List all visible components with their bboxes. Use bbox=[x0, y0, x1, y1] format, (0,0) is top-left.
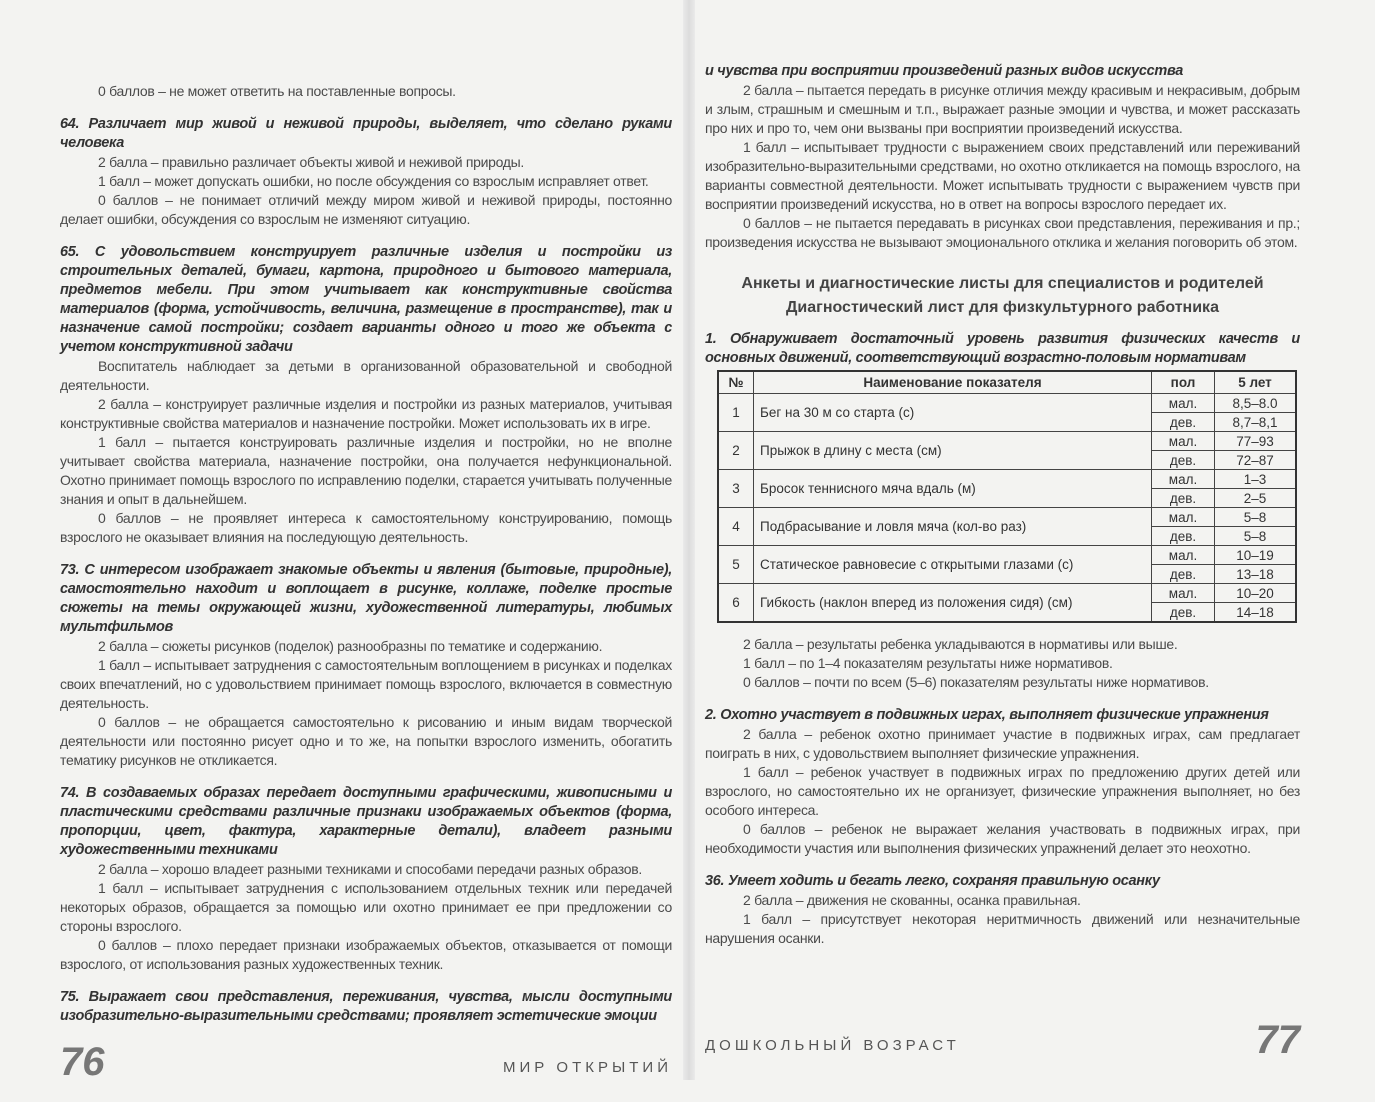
score-paragraph: 0 баллов – почти по всем (5–6) показателям результаты ниже нормативов. bbox=[743, 674, 1209, 690]
sex-label: дев. bbox=[1152, 413, 1215, 432]
sex-label: мал. bbox=[1152, 508, 1215, 527]
norm-value: 8,5–8.0 bbox=[1215, 394, 1297, 413]
indicator-name: Прыжок в длину с места (см) bbox=[754, 432, 1152, 470]
row-number: 3 bbox=[718, 470, 754, 508]
row-number: 1 bbox=[718, 394, 754, 432]
norm-value: 5–8 bbox=[1215, 508, 1297, 527]
sex-label: дев. bbox=[1152, 451, 1215, 470]
sex-label: мал. bbox=[1152, 394, 1215, 413]
score-paragraph: 1 балл – пытается конструировать различные изделия и постройки, но не вполне учитывает свойства материала, назначение постройки, она получается нефункциональной. Охотно принимает помощь взрослого по исправлению поделки, старается учитывать полученные знания и опыт в дальнейшем. bbox=[60, 434, 672, 507]
page-number: 77 bbox=[1255, 1018, 1300, 1062]
criterion-heading: 2. Охотно участвует в подвижных играх, выполняет физические упражнения bbox=[705, 707, 1269, 723]
indicator-name: Подбрасывание и ловля мяча (кол-во раз) bbox=[754, 508, 1152, 546]
section-title: Анкеты и диагностические листы для специалистов и родителей bbox=[741, 275, 1264, 292]
criterion-block bbox=[705, 706, 1300, 858]
criterion-heading: 65. С удовольствием конструирует различные изделия и постройки из строительных деталей, бумаги, картона, природного и бытового материала, предметов мебели. При этом учитывает как конструктивные свойства материалов (форма, устойчивость, величина, размещение в пространстве), так и назначение самой постройки; создает варианты одного и того же объекта с учетом конструктивной задачи bbox=[60, 244, 672, 355]
norm-value: 77–93 bbox=[1215, 432, 1297, 451]
criterion-block bbox=[60, 988, 672, 1026]
table-row bbox=[718, 508, 1296, 527]
row-number: 5 bbox=[718, 546, 754, 584]
score-paragraph: 0 баллов – ребенок не выражает желания участвовать в подвижных играх, при необходимости участия или выполнения физических упражнений делает это неохотно. bbox=[705, 821, 1300, 856]
book-spine bbox=[683, 0, 695, 1080]
row-number: 2 bbox=[718, 432, 754, 470]
left-page-text bbox=[60, 82, 672, 1026]
score-paragraph: 2 балла – хорошо владеет разными техниками и способами передачи разных образов. bbox=[98, 861, 642, 877]
criterion-heading: 64. Различает мир живой и неживой природы, выделяет, что сделано руками человека bbox=[60, 116, 672, 151]
item-heading: 1. Обнаруживает достаточный уровень развития физических качеств и основных движений, соответствующий возрастно-половым нормативам bbox=[705, 331, 1300, 366]
sex-label: дев. bbox=[1152, 565, 1215, 584]
col-header-indicator: Наименование показателя bbox=[754, 371, 1152, 394]
right-page-text bbox=[705, 62, 1300, 948]
criterion-heading: 74. В создаваемых образах передает доступными графическими, живописными и пластическими средствами различные признаки изображаемых объектов (форма, пропорции, цвет, фактура, характерные детали), владеет разными художественными техниками bbox=[60, 785, 672, 858]
score-paragraph: 1 балл – ребенок участвует в подвижных играх по предложению других детей или взрослого, но самостоятельно их не организует, физические упражнения выполняет, но без особого интереса. bbox=[705, 764, 1300, 818]
score-paragraph: 2 балла – ребенок охотно принимает участие в подвижных играх, сам предлагает поиграть в них, с удовольствием выполняет физические упражнения. bbox=[705, 726, 1300, 761]
table-row bbox=[718, 394, 1296, 413]
score-paragraph: 1 балл – присутствует некоторая неритмичность движений или незначительные нарушения осанки. bbox=[705, 911, 1300, 946]
sex-label: мал. bbox=[1152, 546, 1215, 565]
row-number: 6 bbox=[718, 584, 754, 623]
score-paragraph: 0 баллов – не понимает отличий между миром живой и неживой природы, постоянно делает ошибки, обсуждения со взрослым не изменяют ситуацию. bbox=[60, 192, 672, 227]
norm-value: 13–18 bbox=[1215, 565, 1297, 584]
score-paragraph: 0 баллов – не может ответить на поставленные вопросы. bbox=[98, 83, 456, 99]
page-footer bbox=[705, 1004, 1300, 1080]
col-header-sex: пол bbox=[1152, 371, 1215, 394]
table-row bbox=[718, 432, 1296, 451]
norm-value: 10–20 bbox=[1215, 584, 1297, 603]
page-number: 76 bbox=[60, 1040, 105, 1084]
page-77 bbox=[705, 0, 1300, 1080]
indicator-name: Бег на 30 м со старта (с) bbox=[754, 394, 1152, 432]
indicator-name: Статическое равновесие с открытыми глазами (с) bbox=[754, 546, 1152, 584]
norm-value: 72–87 bbox=[1215, 451, 1297, 470]
criterion-block bbox=[60, 784, 672, 974]
score-paragraph: 1 балл – по 1–4 показателям результаты ниже нормативов. bbox=[743, 655, 1113, 671]
section-subtitle: Диагностический лист для физкультурного работника bbox=[786, 299, 1219, 316]
criterion-block bbox=[705, 872, 1300, 948]
table-row bbox=[718, 546, 1296, 565]
norm-value: 2–5 bbox=[1215, 489, 1297, 508]
row-number: 4 bbox=[718, 508, 754, 546]
running-title: МИР ОТКРЫТИЙ bbox=[502, 1059, 672, 1076]
table-row bbox=[718, 584, 1296, 603]
score-paragraph: 0 баллов – плохо передает признаки изображаемых объектов, отказывается от помощи взрослого, от использования разных художественных техник. bbox=[60, 937, 672, 972]
norm-value: 1–3 bbox=[1215, 470, 1297, 489]
sex-label: мал. bbox=[1152, 584, 1215, 603]
score-paragraph: 0 баллов – не обращается самостоятельно к рисованию и иным видам творческой деятельности или постоянно рисует одно и то же, на попытки взрослого изменить, обогатить тематику рисунков не откликается. bbox=[60, 714, 672, 768]
sex-label: мал. bbox=[1152, 432, 1215, 451]
indicator-name: Бросок теннисного мяча вдаль (м) bbox=[754, 470, 1152, 508]
page-footer bbox=[60, 1026, 672, 1102]
score-paragraph: 2 балла – пытается передать в рисунке отличия между красивым и некрасивым, добрым и злым, страшным и смешным и т.п., выражает разные эмоции и чувства, и может рассказать про них и про то, чем они вызваны при восприятии произведений искусства. bbox=[705, 82, 1300, 136]
norm-value: 5–8 bbox=[1215, 527, 1297, 546]
score-paragraph: 2 балла – сюжеты рисунков (поделок) разнообразны по тематике и содержанию. bbox=[98, 638, 603, 654]
sex-label: дев. bbox=[1152, 489, 1215, 508]
criterion-heading: 73. С интересом изображает знакомые объекты и явления (бытовые, природные), самостоятельно находит и воплощает в рисунке, коллаже, поделке простые сюжеты на темы окружающей жизни, художественной литературы, любимых мультфильмов bbox=[60, 562, 672, 635]
criterion-block bbox=[60, 115, 672, 229]
norms-table bbox=[717, 370, 1297, 623]
criterion-heading: 36. Умеет ходить и бегать легко, сохраняя правильную осанку bbox=[705, 873, 1160, 889]
score-paragraph: 2 балла – результаты ребенка укладываются в нормативы или выше. bbox=[743, 636, 1178, 652]
score-paragraph: 1 балл – испытывает затруднения с использованием отдельных техник или передачей некоторых образов, обращается за помощью или охотно принимает ее при предложении со стороны взрослого. bbox=[60, 880, 672, 934]
col-header-number: № bbox=[718, 371, 754, 394]
score-paragraph: 1 балл – испытывает затруднения с самостоятельным воплощением в рисунках и поделках своих впечатлений, но с удовольствием принимает помощь взрослого, включается в совместную деятельность. bbox=[60, 657, 672, 711]
criterion-block bbox=[60, 82, 672, 101]
page-76 bbox=[60, 0, 672, 1102]
score-paragraph: 0 баллов – не проявляет интереса к самостоятельному конструированию, помощь взрослого не оказывает влияния на последующую деятельность. bbox=[60, 510, 672, 545]
score-paragraph: 2 балла – движения не скованны, осанка правильная. bbox=[743, 892, 1081, 908]
criterion-block bbox=[60, 561, 672, 770]
score-paragraph: 1 балл – может допускать ошибки, но после обсуждения со взрослым исправляет ответ. bbox=[98, 173, 649, 189]
norm-value: 14–18 bbox=[1215, 603, 1297, 623]
indicator-name: Гибкость (наклон вперед из положения сидя) (см) bbox=[754, 584, 1152, 623]
criterion-heading: 75. Выражает свои представления, переживания, чувства, мысли доступными изобразительно-выразительными средствами; проявляет эстетические эмоции bbox=[60, 989, 672, 1024]
norm-value: 8,7–8,1 bbox=[1215, 413, 1297, 432]
score-paragraph: 0 баллов – не пытается передавать в рисунках свои представления, переживания и пр.; произведения искусства не вызывают эмоционального отклика и желания поговорить об этом. bbox=[705, 215, 1300, 250]
score-paragraph: 2 балла – конструирует различные изделия и постройки из разных материалов, учитывая конструктивные свойства материалов и назначение постройки. Может использовать их в игре. bbox=[60, 396, 672, 431]
running-title: ДОШКОЛЬНЫЙ ВОЗРАСТ bbox=[705, 1037, 960, 1054]
criterion-heading: и чувства при восприятии произведений разных видов искусства bbox=[705, 63, 1184, 79]
sex-label: дев. bbox=[1152, 603, 1215, 623]
score-paragraph: 2 балла – правильно различает объекты живой и неживой природы. bbox=[98, 154, 524, 170]
score-paragraph: Воспитатель наблюдает за детьми в организованной образовательной и свободной деятельности. bbox=[60, 358, 672, 393]
score-paragraph: 1 балл – испытывает трудности с выражением своих представлений или переживаний изобразительно-выразительными средствами, но охотно откликается на помощь взрослого, на варианты совместной деятельности. Может испытывать трудности с выражением чувств при восприятии произведений искусства, но в ответ на вопросы взрослого передает их. bbox=[705, 139, 1300, 212]
sex-label: дев. bbox=[1152, 527, 1215, 546]
norm-value: 10–19 bbox=[1215, 546, 1297, 565]
criterion-block bbox=[60, 243, 672, 547]
col-header-age: 5 лет bbox=[1215, 371, 1297, 394]
table-row bbox=[718, 470, 1296, 489]
sex-label: мал. bbox=[1152, 470, 1215, 489]
